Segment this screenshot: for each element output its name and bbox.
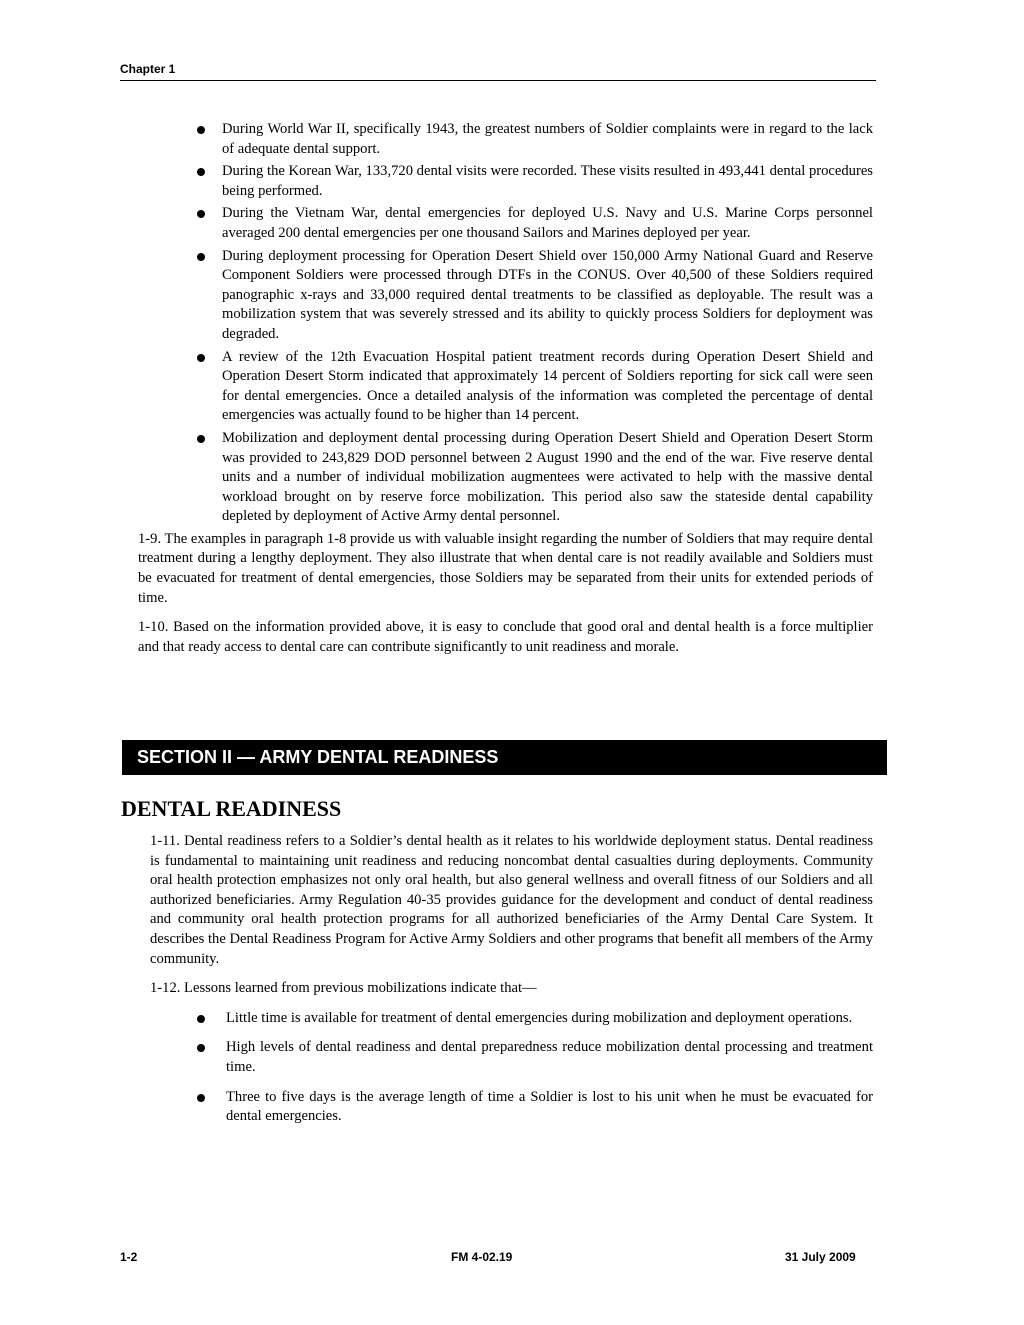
running-head: Chapter 1 [120, 61, 876, 81]
list-item-text: During the Korean War, 133,720 dental visits were recorded. These visits resulted in 493,441 dental procedures being performed. [222, 163, 873, 199]
paragraph-1-11: 1-11. Dental readiness refers to a Soldier’s dental health as it relates to his worldwide deployment status. Dental readiness is fundamental to maintaining unit readiness and reducing noncombat dental casualties during deployments. Community oral health protection emphasizes not only oral health, but also general wellness and overall fitness of our Soldiers and all authorized beneficiaries. Army Regulation 40-35 provides guidance for the development and conduct of dental readiness and community oral health protection programs for all authorized beneficiaries of the Army Dental Care System. It describes the Dental Readiness Program for Active Army Soldiers and other programs that benefit all members of the Army community. [150, 833, 873, 967]
list-item-text: Mobilization and deployment dental processing during Operation Desert Shield and Operation Desert Storm was provided to 243,829 DOD personnel between 2 August 1990 and the end of the war. Five reserve dental units and a number of individual mobilization augmentees were activated to help with the massive dental workload brought on by reserve force mobilization. This period also saw the stateside dental capability depleted by deployment of Active Army dental personnel. [222, 429, 873, 525]
list-item-text: High levels of dental readiness and dental preparedness reduce mobilization dental processing and treatment time. [226, 1039, 873, 1075]
bullet-dot-icon [197, 126, 205, 134]
list-item-text: During the Vietnam War, dental emergencies for deployed U.S. Navy and U.S. Marine Corps personnel averaged 200 dental emergencies per one thousand Sailors and Marines deployed per year. [222, 205, 873, 241]
bullet-dot-icon [197, 354, 205, 362]
paragraph-1-10: 1-10. Based on the information provided above, it is easy to conclude that good oral and dental health is a force multiplier and that ready access to dental care can contribute significantly to unit readiness and morale. [138, 619, 873, 655]
paragraph-1-12: 1-12. Lessons learned from previous mobilizations indicate that— [150, 980, 537, 997]
list-item [150, 1088, 873, 1127]
bullet-dot-icon [197, 210, 205, 218]
bullet-dot-icon [197, 168, 205, 176]
list-item [150, 1009, 873, 1029]
bullet-dot-icon [197, 1094, 205, 1102]
body-top [138, 120, 873, 667]
list-item [138, 348, 873, 426]
bullet-list-history [138, 120, 873, 527]
list-item [138, 162, 873, 201]
list-item [138, 429, 873, 527]
list-item-text: A review of the 12th Evacuation Hospital patient treatment records during Operation Desert Shield and Operation Desert Storm indicated that approximately 14 percent of Soldiers reporting for sick call were seen for dental emergencies. Once a detailed analysis of the information was completed the percentage of dental emergencies was actually found to be higher than 14 percent. [222, 348, 873, 424]
bullet-dot-icon [197, 435, 205, 443]
body-bottom [150, 832, 873, 1137]
list-item [150, 1038, 873, 1077]
list-item-text: Little time is available for treatment of dental emergencies during mobilization and deployment operations. [226, 1009, 853, 1026]
list-item [138, 247, 873, 345]
footer-page-number: 1-2 [120, 1250, 138, 1264]
page-heading: DENTAL READINESS [121, 796, 342, 821]
footer-publication: FM 4-02.19 [451, 1250, 513, 1264]
list-item [138, 204, 873, 243]
bullet-list-lessons [150, 1009, 873, 1127]
list-item-text: During deployment processing for Operation Desert Shield over 150,000 Army National Guard and Reserve Component Soldiers were processed through DTFs in the CONUS. Over 40,500 of these Soldiers required panographic x-rays and 33,000 required dental treatments to be classified as deployable. The result was a mobilization system that was severely stressed and its ability to quickly process Soldiers for deployment was degraded. [222, 247, 873, 342]
bullet-dot-icon [197, 253, 205, 261]
bullet-dot-icon [197, 1015, 205, 1023]
paragraph-1-9: 1-9. The examples in paragraph 1-8 provide us with valuable insight regarding the number of Soldiers that may require dental treatment during a lengthy deployment. They also illustrate that when dental care is not readily available and Soldiers must be evacuated for treatment of dental emergencies, those Soldiers may be separated from their units for extended periods of time. [138, 530, 873, 606]
bullet-dot-icon [197, 1044, 205, 1052]
list-item-text: During World War II, specifically 1943, the greatest numbers of Soldier complaints were in regard to the lack of adequate dental support. [222, 121, 873, 157]
list-item [138, 120, 873, 159]
footer-date: 31 July 2009 [785, 1250, 856, 1264]
list-item-text: Three to five days is the average length of time a Soldier is lost to his unit when he must be evacuated for dental emergencies. [226, 1088, 873, 1125]
section-title-bar: SECTION II — ARMY DENTAL READINESS [122, 740, 887, 775]
